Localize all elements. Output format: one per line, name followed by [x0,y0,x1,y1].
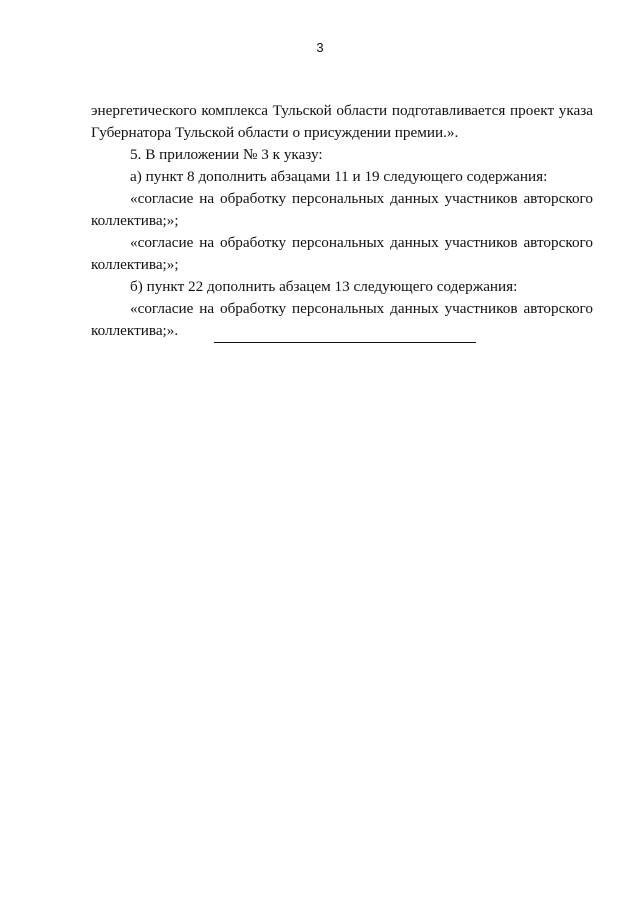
paragraph-quote-2: «согласие на обработку персональных данных участников авторского коллектива;»; [91,234,593,273]
end-of-document-rule [214,342,476,343]
paragraph-subitem-b: б) пункт 22 дополнить абзацем 13 следующего содержания: [130,278,518,295]
paragraph-item-5: 5. В приложении № 3 к указу: [130,146,323,163]
paragraph-subitem-a: а) пункт 8 дополнить абзацами 11 и 19 следующего содержания: [130,168,548,185]
paragraph-quote-1: «согласие на обработку персональных данных участников авторского коллектива;»; [91,190,593,229]
paragraph-continuation: энергетического комплекса Тульской области подготавливается проект указа Губернатора Тульской области о присуждении премии.». [91,102,593,141]
page-number: 3 [316,40,324,55]
paragraph-quote-3: «согласие на обработку персональных данных участников авторского коллектива;». [91,300,593,339]
document-body [91,100,593,342]
